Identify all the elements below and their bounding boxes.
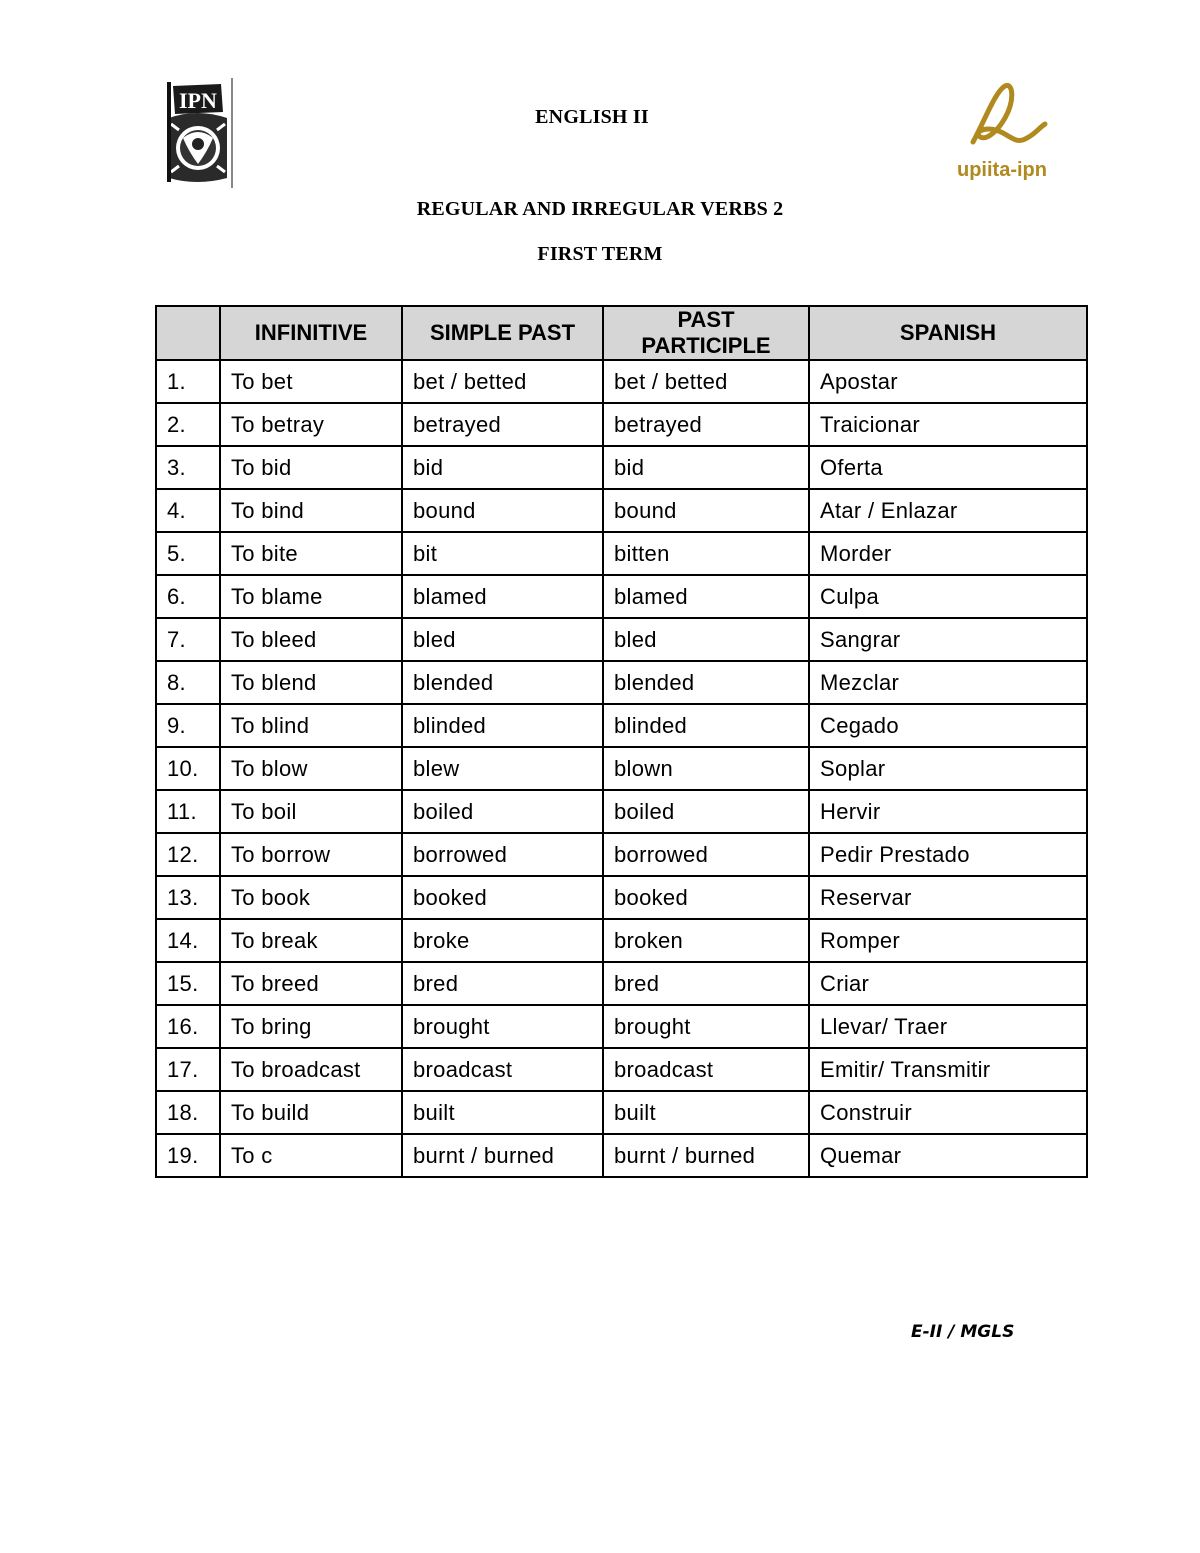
infinitive-cell: To blend [220,661,402,704]
infinitive-cell: To blow [220,747,402,790]
past-participle-cell: booked [603,876,809,919]
table-row [156,489,1087,532]
simple-past-cell: blinded [402,704,603,747]
past-participle-cell: bound [603,489,809,532]
table-row [156,403,1087,446]
simple-past-cell: boiled [402,790,603,833]
table-row [156,1134,1087,1177]
spanish-cell: Culpa [809,575,1087,618]
upiita-logo [955,80,1055,184]
simple-past-cell: bid [402,446,603,489]
simple-past-cell: betrayed [402,403,603,446]
table-row [156,747,1087,790]
infinitive-cell: To bite [220,532,402,575]
term-title: FIRST TERM [537,243,663,265]
row-number: 5. [156,532,220,575]
header-spanish: SPANISH [809,306,1087,360]
spanish-cell: Criar [809,962,1087,1005]
simple-past-cell: bit [402,532,603,575]
table-row [156,919,1087,962]
row-number: 1. [156,360,220,403]
past-participle-cell: bet / betted [603,360,809,403]
row-number: 17. [156,1048,220,1091]
table-row [156,833,1087,876]
spanish-cell: Cegado [809,704,1087,747]
spanish-cell: Soplar [809,747,1087,790]
simple-past-cell: blamed [402,575,603,618]
simple-past-cell: booked [402,876,603,919]
row-number: 10. [156,747,220,790]
row-number: 16. [156,1005,220,1048]
past-participle-cell: betrayed [603,403,809,446]
table-header-row [156,306,1087,360]
infinitive-cell: To book [220,876,402,919]
table-row [156,1048,1087,1091]
past-participle-cell: built [603,1091,809,1134]
simple-past-cell: burnt / burned [402,1134,603,1177]
spanish-cell: Romper [809,919,1087,962]
past-participle-cell: blown [603,747,809,790]
infinitive-cell: To blind [220,704,402,747]
table-row [156,790,1087,833]
row-number: 4. [156,489,220,532]
row-number: 6. [156,575,220,618]
verbs-table [155,305,1088,1178]
infinitive-cell: To broadcast [220,1048,402,1091]
ipn-logo [163,78,237,188]
past-participle-cell: borrowed [603,833,809,876]
table-row [156,446,1087,489]
past-participle-cell: broadcast [603,1048,809,1091]
row-number: 18. [156,1091,220,1134]
row-number: 19. [156,1134,220,1177]
infinitive-cell: To bleed [220,618,402,661]
infinitive-cell: To bind [220,489,402,532]
header-number [156,306,220,360]
past-participle-cell: blended [603,661,809,704]
past-participle-cell: brought [603,1005,809,1048]
table-row [156,661,1087,704]
table-row [156,876,1087,919]
spanish-cell: Morder [809,532,1087,575]
spanish-cell: Construir [809,1091,1087,1134]
past-participle-cell: bred [603,962,809,1005]
spanish-cell: Emitir/ Transmitir [809,1048,1087,1091]
infinitive-cell: To c [220,1134,402,1177]
simple-past-cell: bound [402,489,603,532]
spanish-cell: Pedir Prestado [809,833,1087,876]
table-row [156,962,1087,1005]
simple-past-cell: borrowed [402,833,603,876]
infinitive-cell: To bet [220,360,402,403]
table-row [156,575,1087,618]
spanish-cell: Oferta [809,446,1087,489]
infinitive-cell: To break [220,919,402,962]
table-row [156,1005,1087,1048]
row-number: 12. [156,833,220,876]
spanish-cell: Apostar [809,360,1087,403]
table-row [156,1091,1087,1134]
course-title: ENGLISH II [535,106,649,128]
row-number: 7. [156,618,220,661]
simple-past-cell: blew [402,747,603,790]
table-row [156,532,1087,575]
simple-past-cell: bled [402,618,603,661]
past-participle-cell: boiled [603,790,809,833]
infinitive-cell: To boil [220,790,402,833]
infinitive-cell: To breed [220,962,402,1005]
past-participle-cell: blamed [603,575,809,618]
simple-past-cell: blended [402,661,603,704]
spanish-cell: Reservar [809,876,1087,919]
header-infinitive: INFINITIVE [220,306,402,360]
spanish-cell: Mezclar [809,661,1087,704]
row-number: 2. [156,403,220,446]
table-row [156,704,1087,747]
simple-past-cell: broadcast [402,1048,603,1091]
header-simple-past: SIMPLE PAST [402,306,603,360]
infinitive-cell: To build [220,1091,402,1134]
row-number: 13. [156,876,220,919]
footer-code: E-II / MGLS [911,1322,1015,1342]
simple-past-cell: brought [402,1005,603,1048]
past-participle-cell: bled [603,618,809,661]
past-participle-cell: blinded [603,704,809,747]
upiita-logo-text: upiita-ipn [957,159,1047,181]
row-number: 14. [156,919,220,962]
row-number: 15. [156,962,220,1005]
infinitive-cell: To blame [220,575,402,618]
past-participle-cell: bitten [603,532,809,575]
row-number: 8. [156,661,220,704]
past-participle-cell: broken [603,919,809,962]
spanish-cell: Hervir [809,790,1087,833]
simple-past-cell: bet / betted [402,360,603,403]
row-number: 11. [156,790,220,833]
table-row [156,618,1087,661]
infinitive-cell: To bring [220,1005,402,1048]
spanish-cell: Traicionar [809,403,1087,446]
infinitive-cell: To borrow [220,833,402,876]
simple-past-cell: built [402,1091,603,1134]
spanish-cell: Atar / Enlazar [809,489,1087,532]
infinitive-cell: To betray [220,403,402,446]
document-title: REGULAR AND IRREGULAR VERBS 2 [416,198,784,220]
simple-past-cell: bred [402,962,603,1005]
row-number: 3. [156,446,220,489]
infinitive-cell: To bid [220,446,402,489]
past-participle-cell: bid [603,446,809,489]
simple-past-cell: broke [402,919,603,962]
header-past-participle: PAST PARTICIPLE [603,306,809,360]
table-row [156,360,1087,403]
spanish-cell: Sangrar [809,618,1087,661]
spanish-cell: Quemar [809,1134,1087,1177]
row-number: 9. [156,704,220,747]
spanish-cell: Llevar/ Traer [809,1005,1087,1048]
svg-text:IPN: IPN [179,88,217,113]
past-participle-cell: burnt / burned [603,1134,809,1177]
